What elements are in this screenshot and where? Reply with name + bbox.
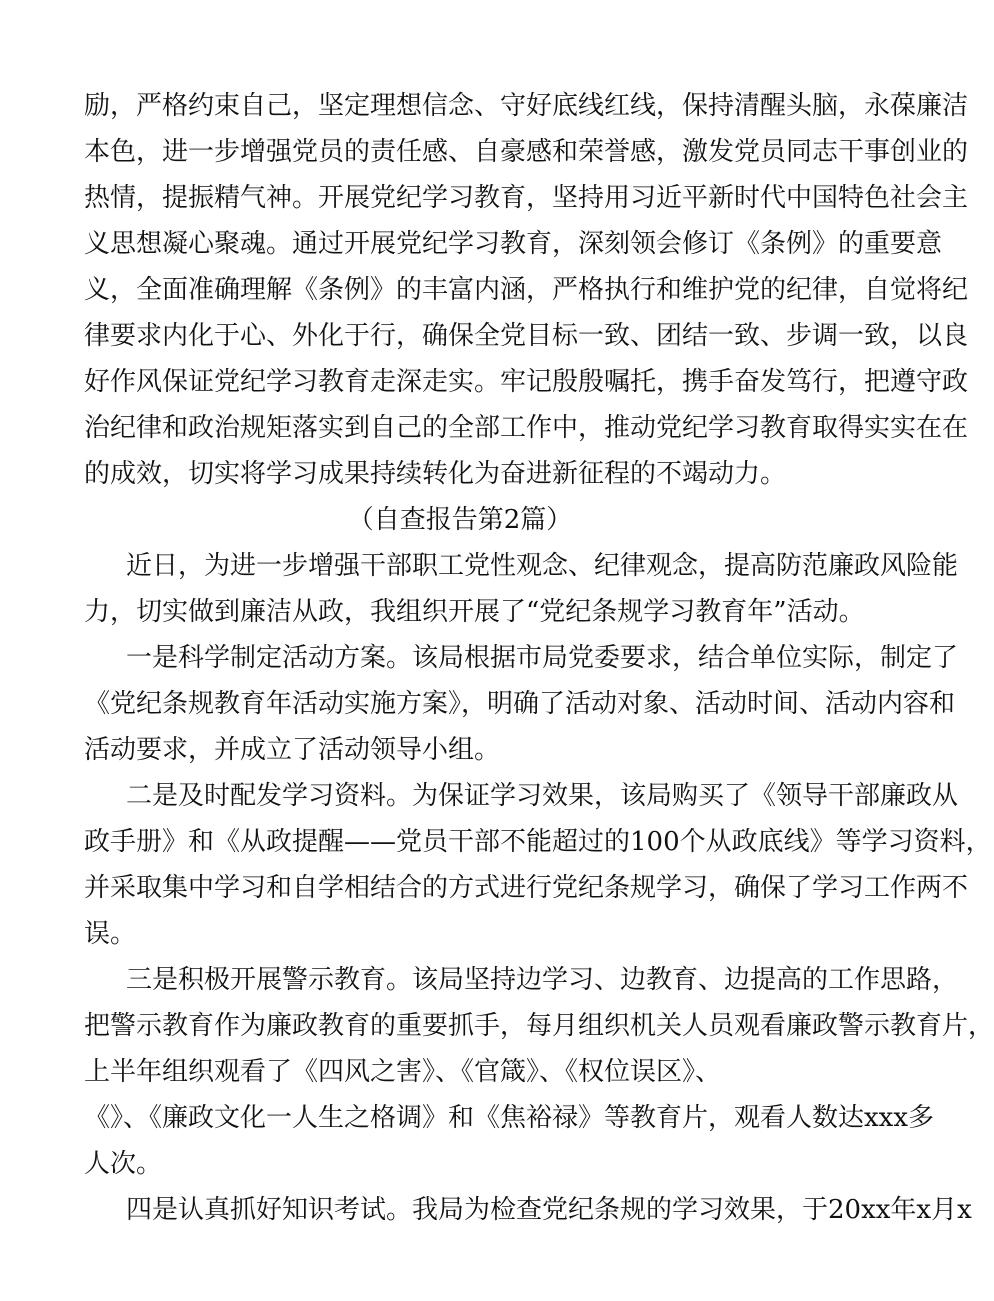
text-line: 治纪律和政治规矩落实到自己的全部工作中，推动党纪学习教育取得实实在在 xyxy=(84,413,969,443)
text-line: 把警示教育作为廉政教育的重要抓手，每月组织机关人员观看廉政警示教育片， xyxy=(84,1011,994,1041)
text-line: 并采取集中学习和自学相结合的方式进行党纪条规学习，确保了学习工作两不 xyxy=(84,873,969,903)
text-line: 误。 xyxy=(84,919,137,949)
text-line: 好作风保证党纪学习教育走深走实。牢记殷殷嘱托，携手奋发笃行，把遵守政 xyxy=(84,367,969,397)
text-line: 四是认真抓好知识考试。我局为检查党纪条规的学习效果，于20xx年x月x xyxy=(126,1195,972,1225)
text-line: 《党纪条规教育年活动实施方案》，明确了活动对象、活动时间、活动内容和 xyxy=(84,689,956,719)
text-line: 人次。 xyxy=(84,1149,163,1179)
text-line: 义，全面准确理解《条例》的丰富内涵，严格执行和维护党的纪律，自觉将纪 xyxy=(84,275,969,305)
text-line: 本色，进一步增强党员的责任感、自豪感和荣誉感，激发党员同志干事创业的 xyxy=(84,137,969,167)
text-line: 上半年组织观看了《四风之害》、《官箴》、《权位误区》、 xyxy=(84,1057,722,1087)
section-heading: （自查报告第2篇） xyxy=(347,505,573,535)
text-line: 三是积极开展警示教育。该局坚持边学习、边教育、边提高的工作思路， xyxy=(126,965,959,995)
text-line: 义思想凝心聚魂。通过开展党纪学习教育，深刻领会修订《条例》的重要意 xyxy=(84,229,943,259)
text-line: 的成效，切实将学习成果持续转化为奋进新征程的不竭动力。 xyxy=(84,459,787,489)
text-line: 政手册》和《从政提醒——党员干部不能超过的100个从政底线》等学习资料， xyxy=(84,827,992,857)
text-line: 律要求内化于心、外化于行，确保全党目标一致、团结一致、步调一致，以良 xyxy=(84,321,969,351)
text-line: 励，严格约束自己，坚定理想信念、守好底线红线，保持清醒头脑，永葆廉洁 xyxy=(84,91,969,121)
text-line: 近日，为进一步增强干部职工党性观念、纪律观念，提高防范廉政风险能 xyxy=(126,551,959,581)
text-line: 力，切实做到廉洁从政，我组织开展了“党纪条规学习教育年”活动。 xyxy=(84,597,865,627)
text-line: 《》、《廉政文化一人生之格调》和《焦裕禄》等教育片，观看人数达xxx多 xyxy=(84,1103,934,1133)
text-line: 活动要求，并成立了活动领导小组。 xyxy=(84,735,501,765)
text-line: 二是及时配发学习资料。为保证学习效果，该局购买了《领导干部廉政从 xyxy=(126,781,959,811)
text-line: 热情，提振精气神。开展党纪学习教育，坚持用习近平新时代中国特色社会主 xyxy=(84,183,969,213)
text-line: 一是科学制定活动方案。该局根据市局党委要求，结合单位实际，制定了 xyxy=(126,643,959,673)
